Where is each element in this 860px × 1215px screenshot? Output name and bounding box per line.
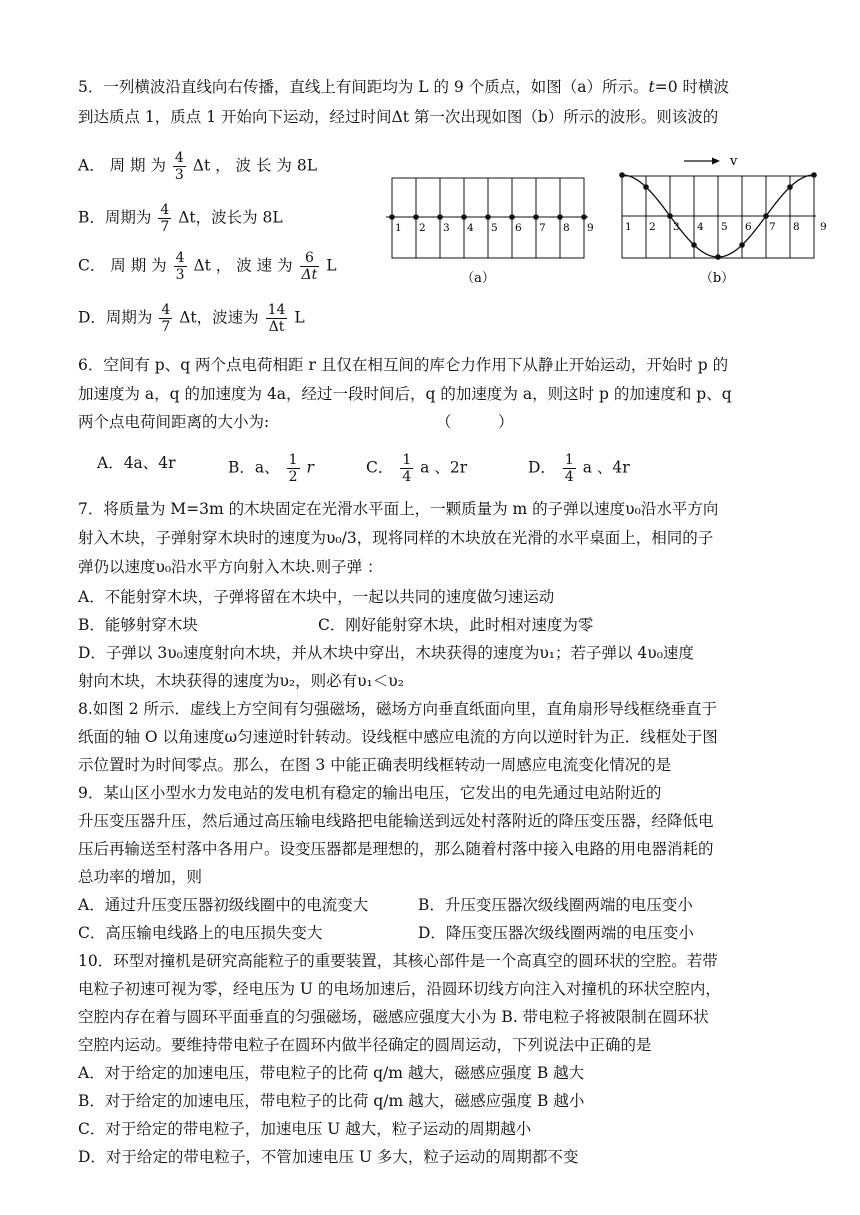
particle-point xyxy=(715,254,721,260)
q7-line2: 射入木块，子弹射穿木块时的速度为υ₀/3，现将同样的木块放在光滑的水平桌面上，相同的子 xyxy=(78,529,714,547)
q5-line2: 到达质点 1，质点 1 开始向下运动，经过时间Δt 第一次出现如图（b）所示的波形。则该波的 xyxy=(78,108,719,126)
q7-option-c: C．刚好能射穿木块，此时相对速度为零 xyxy=(318,616,594,634)
q7-option-a: A．不能射穿木块，子弹将留在木块中，一起以共同的速度做匀速运动 xyxy=(78,588,555,606)
particle-point xyxy=(691,242,697,248)
particle-point xyxy=(643,184,649,190)
q10-option-a: A．对于给定的加速电压，带电粒子的比荷 q/m 越大，磁感应强度 B 越大 xyxy=(78,1064,585,1082)
q9-option-d: D．降压变压器次级线圈两端的电压变小 xyxy=(418,924,694,942)
q10-option-d: D．对于给定的带电粒子，不管加速电压 U 多大，粒子运动的周期都不变 xyxy=(78,1148,579,1166)
q8-line3: 示位置时为时间零点。那么，在图 3 中能正确表明线框转动一周感应电流变化情况的是 xyxy=(78,756,672,774)
point-label: 1 xyxy=(625,221,632,233)
point-label: 6 xyxy=(745,221,752,233)
q9-option-c: C．高压输电线路上的电压损失变大 xyxy=(78,924,323,942)
velocity-label: v xyxy=(730,154,738,169)
point-label: 6 xyxy=(515,222,522,234)
q10-line4: 空腔内运动。要维持带电粒子在圆环内做半径确定的圆周运动，下列说法中正确的是 xyxy=(78,1036,652,1054)
particle-point xyxy=(619,172,625,178)
point-label: 7 xyxy=(769,221,776,233)
particle-point xyxy=(413,214,419,220)
point-label: 1 xyxy=(395,222,402,234)
q5-option-a: A． 周 期 为 $\frac{4}{3}$ Δt ， 波 长 为 8L xyxy=(78,150,317,183)
q9-line3: 压后再输送至村落中各用户。设变压器都是理想的，那么随着村落中接入电路的用电器消耗的 xyxy=(78,840,714,858)
q6-option-a: A．4a、4r xyxy=(97,454,176,472)
q9-line4: 总功率的增加，则 xyxy=(78,868,203,886)
figure-a-caption: （a） xyxy=(461,271,495,286)
point-label: 4 xyxy=(467,222,474,234)
point-label: 7 xyxy=(539,222,546,234)
particle-point xyxy=(557,214,563,220)
q10-line1: 10．环型对撞机是研究高能粒子的重要装置，其核心部件是一个高真空的圆环状的空腔。若带 xyxy=(78,952,718,970)
q9-line1: 9．某山区小型水力发电站的发电机有稳定的输出电压，它发出的电先通过电站附近的 xyxy=(78,784,662,802)
point-label: 5 xyxy=(491,222,498,234)
q10-option-b: B．对于给定的加速电压，带电粒子的比荷 q/m 越大，磁感应强度 B 越小 xyxy=(78,1092,585,1110)
point-label: 9 xyxy=(820,221,827,233)
q7-option-d-line2: 射向木块，木块获得的速度为υ₂，则必有υ₁＜υ₂ xyxy=(78,672,404,690)
q7-line3: 弹仍以速度υ₀沿水平方向射入木块.则子弹 ： xyxy=(78,558,383,576)
particle-point xyxy=(787,184,793,190)
particle-point xyxy=(389,214,395,220)
particle-point xyxy=(509,214,515,220)
q6-option-b: B．a、 $\frac{1}{2}$ r xyxy=(228,452,314,485)
q9-option-a: A．通过升压变压器初级线圈中的电流变大 xyxy=(78,896,369,914)
particle-point xyxy=(739,242,745,248)
figure-a xyxy=(380,170,594,290)
q6-line3: 两个点电荷间距离的大小为: （ ） xyxy=(78,413,514,431)
q9-option-b: B．升压变压器次级线圈两端的电压变小 xyxy=(418,896,693,914)
particle-point xyxy=(667,213,673,219)
point-label: 3 xyxy=(673,221,680,233)
q6-option-c: C． $\frac{1}{4}$ a 、2r xyxy=(366,452,468,485)
point-label: 8 xyxy=(793,221,800,233)
arrow-head-icon xyxy=(712,158,720,165)
particle-point xyxy=(581,214,587,220)
particle-point xyxy=(485,214,491,220)
q6-line2: 加速度为 a，q 的加速度为 4a，经过一段时间后，q 的加速度为 a，则这时 p 的加速度和 p、q xyxy=(78,385,732,403)
q7-option-b: B．能够射穿木块 xyxy=(78,616,198,634)
particle-point xyxy=(533,214,539,220)
q8-line1: 8.如图 2 所示．虚线上方空间有匀强磁场，磁场方向垂直纸面向里，直角扇形导线框绕垂直于 xyxy=(78,700,718,718)
point-label: 3 xyxy=(443,222,450,234)
point-label: 4 xyxy=(697,221,704,233)
q10-option-c: C．对于给定的带电粒子，加速电压 U 越大，粒子运动的周期越小 xyxy=(78,1120,532,1138)
particle-point xyxy=(461,214,467,220)
q5-option-d: D．周期为 $\frac{4}{7}$ Δt，波速为 $\frac{14}{\Delta t}$ L xyxy=(78,302,305,335)
q6-line1: 6．空间有 p、q 两个点电荷相距 r 且仅在相互间的库仑力作用下从静止开始运动，开始时 p 的 xyxy=(78,356,729,374)
figure-b-caption: （b） xyxy=(699,271,735,286)
point-label: 2 xyxy=(419,222,426,234)
q7-option-d-line1: D．子弹以 3υ₀速度射向木块，并从木块中穿出，木块获得的速度为υ₁；若子弹以 4υ₀速度 xyxy=(78,644,694,662)
point-label: 5 xyxy=(721,221,728,233)
q9-line2: 升压变压器升压，然后通过高压输电线路把电能输送到远处村落附近的降压变压器，经降低电 xyxy=(78,812,714,830)
point-label: 9 xyxy=(587,222,594,234)
q7-line1: 7．将质量为 M=3m 的木块固定在光滑水平面上，一颗质量为 m 的子弹以速度υ₀沿水平方向 xyxy=(78,500,719,518)
q8-line2: 纸面的轴 O 以角速度ω匀速逆时针转动。设线框中感应电流的方向以逆时针为正．线框处于图 xyxy=(78,728,718,746)
q5-line1: 5．一列横波沿直线向右传播，直线上有间距均为 L 的 9 个质点，如图（a）所示。t=0 时横波 xyxy=(78,78,729,96)
point-label: 8 xyxy=(563,222,570,234)
particle-point xyxy=(763,213,769,219)
particle-point xyxy=(437,214,443,220)
q10-line2: 电粒子初速可视为零，经电压为 U 的电场加速后，沿圆环切线方向注入对撞机的环状空腔内， xyxy=(78,980,721,998)
q5-option-b: B．周期为 $\frac{4}{7}$ Δt，波长为 8L xyxy=(78,202,283,235)
figure-b xyxy=(612,148,827,290)
q6-option-d: D． $\frac{1}{4}$ a 、4r xyxy=(528,452,630,485)
q5-option-c: C． 周 期 为 $\frac{4}{3}$ Δt ， 波 速 为 $\frac{6}{\Delta t}$ L xyxy=(78,250,337,283)
q10-line3: 空腔内存在着与圆环平面垂直的匀强磁场，磁感应强度大小为 B. 带电粒子将被限制在圆环状 xyxy=(78,1008,709,1026)
particle-point xyxy=(811,172,817,178)
point-label: 2 xyxy=(649,221,656,233)
